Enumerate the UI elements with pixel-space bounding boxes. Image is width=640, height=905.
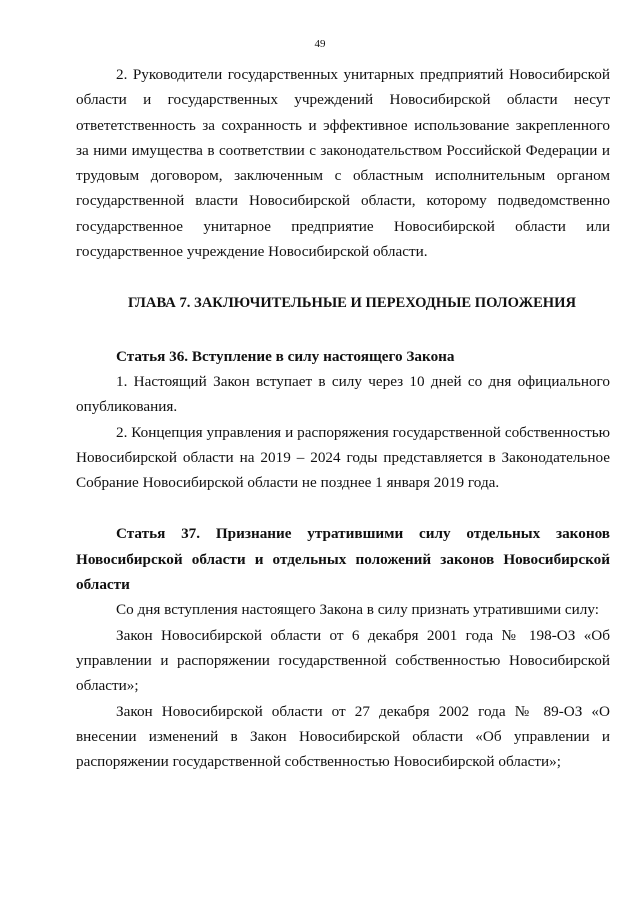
article-36-paragraph-1: 1. Настоящий Закон вступает в силу через 10 дней со дня официального опубликования. xyxy=(76,372,610,416)
chapter-heading: ГЛАВА 7. ЗАКЛЮЧИТЕЛЬНЫЕ И ПЕРЕХОДНЫЕ ПОЛОЖЕНИЯ xyxy=(127,295,577,312)
article-37-paragraph-1: Со дня вступления настоящего Закона в силу признать утратившими силу: xyxy=(116,601,599,619)
article-37-paragraph-2: Закон Новосибирской области от 6 декабря 2001 года № 198-ОЗ «Об управлении и распоряжении государственной собственностью Новосибирской области»; xyxy=(76,626,610,695)
article-37-title: Статья 37. Признание утратившими силу отдельных законов Новосибирской области и отдельных положений законов Новосибирской области xyxy=(76,525,610,594)
article-36-title: Статья 36. Вступление в силу настоящего Закона xyxy=(116,347,455,365)
article-37-paragraph-3: Закон Новосибирской области от 27 декабря 2002 года № 89-ОЗ «О внесении изменений в Закон Новосибирской области «Об управлении и распоряжении государственной собственностью Новосибирской области»; xyxy=(76,702,610,771)
article-36-paragraph-2: 2. Концепция управления и распоряжения государственной собственностью Новосибирской области на 2019 – 2024 годы представляется в Законодательное Собрание Новосибирской области не позднее 1 января 2019 года. xyxy=(76,423,610,492)
page-number: 49 xyxy=(314,38,326,50)
paragraph-managers-responsibility: 2. Руководители государственных унитарных предприятий Новосибирской области и государственных учреждений Новосибирской области несут ответетственность за сохранность и эффективное использование закрепленного за ними имущества в соответствии с законодательством Российской Федерации и трудовым договором, заключенным с областным исполнительным органом государственной власти Новосибирской области, которому подведомственно государственное унитарное предприятие Новосибирской области или государственное учреждение Новосибирской области. xyxy=(76,66,610,261)
document-body xyxy=(76,62,610,774)
